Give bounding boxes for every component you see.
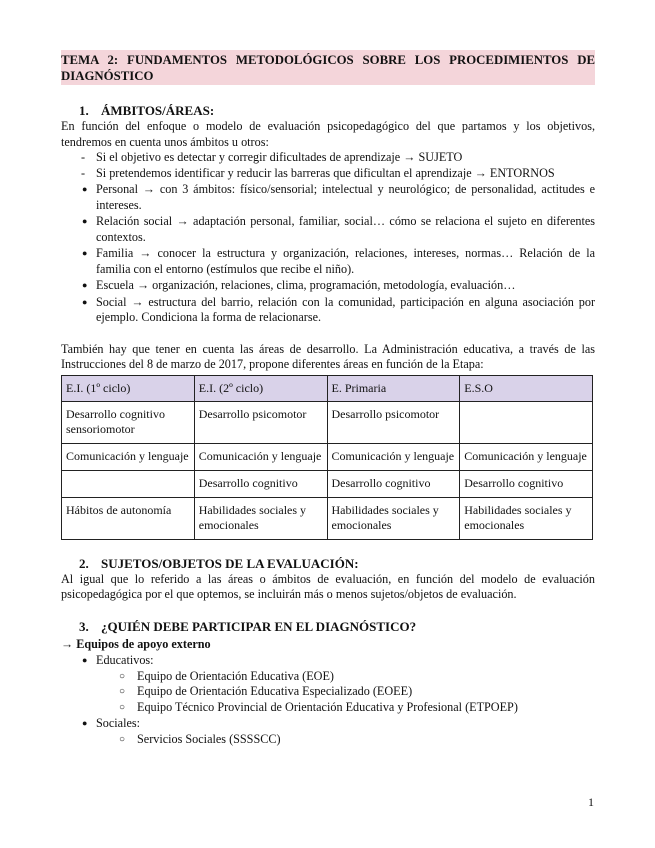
circle-bullet-icon: ○ bbox=[119, 670, 126, 682]
section-2-title: SUJETOS/OBJETOS DE LA EVALUACIÓN: bbox=[101, 555, 359, 571]
areas-intro: También hay que tener en cuenta las áreas de desarrollo. La Administración educativa, a través de las Instrucciones del 8 de marzo de 2017, propone diferentes áreas en función de la Etapa: bbox=[61, 341, 595, 371]
table-cell: Comunicación y lenguaje bbox=[62, 443, 195, 470]
section-3-subheading: → Equipos de apoyo externo bbox=[61, 636, 211, 651]
section-1-intro: En función del enfoque o modelo de evaluación psicopedagógico del que partamos y los objetivos, tendremos en cuenta unos ámbitos u otros: bbox=[61, 119, 595, 149]
table-cell: Comunicación y lenguaje bbox=[327, 443, 460, 470]
sub-list bbox=[61, 732, 595, 748]
bullet-icon: ● bbox=[82, 216, 88, 226]
list-item: ● Familia → conocer la estructura y organización, relaciones, intereses, normas… Relación de la familia con el entorno (estímulos que recibe el niño). bbox=[82, 246, 595, 276]
table-cell: Desarrollo cognitivo bbox=[194, 470, 327, 497]
table-cell bbox=[460, 401, 593, 443]
support-groups-list bbox=[61, 653, 595, 669]
table-header-cell: E.I. (1º ciclo) bbox=[62, 375, 195, 401]
dash-marker: - bbox=[81, 165, 86, 180]
table-header-cell: E.I. (2º ciclo) bbox=[194, 375, 327, 401]
table-cell: Comunicación y lenguaje bbox=[460, 443, 593, 470]
list-item: ○ Equipo de Orientación Educativa Especializado (EOEE) bbox=[119, 684, 413, 698]
section-3-title: ¿QUIÉN DEBE PARTICIPAR EN EL DIAGNÓSTICO? bbox=[101, 618, 417, 634]
list-item: ● Social → estructura del barrio, relación con la comunidad, participación en alguna asociación por ejemplo. Condiciona la forma de relacionarse. bbox=[82, 294, 595, 324]
page-number: 1 bbox=[588, 795, 594, 809]
table-row bbox=[62, 443, 593, 470]
list-item: ● Sociales: bbox=[82, 716, 141, 730]
list-item: ● Relación social → adaptación personal, familiar, social… cómo se relaciona el sujeto en diferentes contextos. bbox=[82, 214, 595, 244]
table-header-row bbox=[62, 375, 593, 401]
table-cell: Desarrollo psicomotor bbox=[327, 401, 460, 443]
document-title: TEMA 2: FUNDAMENTOS METODOLÓGICOS SOBRE LOS PROCEDIMIENTOS DE DIAGNÓSTICO bbox=[61, 50, 595, 85]
table-header-cell: E. Primaria bbox=[327, 375, 460, 401]
circle-bullet-icon: ○ bbox=[119, 733, 126, 745]
section-1-number: 1. bbox=[79, 103, 89, 118]
circle-bullet-icon: ○ bbox=[119, 686, 126, 697]
table-cell: Desarrollo cognitivo bbox=[460, 470, 593, 497]
section-3-heading bbox=[61, 619, 595, 635]
bullet-icon: ● bbox=[82, 718, 88, 728]
bullet-icon: ● bbox=[82, 296, 88, 307]
dash-list bbox=[61, 150, 595, 181]
section-2-heading bbox=[61, 556, 595, 572]
section-3-number: 3. bbox=[79, 618, 89, 634]
list-item: - Si pretendemos identificar y reducir las barreras que dificultan el aprendizaje → ENTORNOS bbox=[81, 165, 555, 180]
bullet-list bbox=[61, 182, 595, 326]
list-item: ○ Servicios Sociales (SSSSCC) bbox=[119, 731, 281, 746]
page-content bbox=[61, 50, 595, 747]
circle-bullet-icon: ○ bbox=[119, 701, 126, 713]
table-header-cell: E.S.O bbox=[460, 375, 593, 401]
section-2-text: Al igual que lo referido a las áreas o ámbitos de evaluación, en función del modelo de evaluación psicopedagógica por el que optemos, se incluirán más o menos sujetos/objetos de evaluación. bbox=[61, 571, 595, 601]
table-row bbox=[62, 470, 593, 497]
sub-list bbox=[61, 669, 595, 716]
bullet-icon: ● bbox=[82, 248, 88, 258]
table-cell: Habilidades sociales y emocionales bbox=[327, 497, 460, 539]
section-1-heading bbox=[61, 103, 595, 119]
table-cell: Comunicación y lenguaje bbox=[194, 443, 327, 470]
section-2-number: 2. bbox=[79, 555, 89, 571]
table-cell: Desarrollo psicomotor bbox=[194, 401, 327, 443]
list-item: ○ Equipo Técnico Provincial de Orientación Educativa y Profesional (ETPOEP) bbox=[119, 699, 518, 714]
bullet-icon: ● bbox=[82, 280, 88, 290]
bullet-icon: ● bbox=[82, 184, 88, 194]
table-cell: Habilidades sociales y emocionales bbox=[194, 497, 327, 539]
table-cell bbox=[62, 470, 195, 497]
list-item: ● Escuela → organización, relaciones, clima, programación, metodología, evaluación… bbox=[82, 278, 516, 292]
table-cell: Habilidades sociales y emocionales bbox=[460, 497, 593, 539]
support-groups-list bbox=[61, 716, 595, 732]
table-row bbox=[62, 497, 593, 539]
table-cell: Desarrollo cognitivo sensoriomotor bbox=[62, 401, 195, 443]
bullet-icon: ● bbox=[82, 655, 88, 665]
list-item: ● Educativos: bbox=[82, 653, 154, 667]
list-item: - Si el objetivo es detectar y corregir dificultades de aprendizaje → SUJETO bbox=[81, 150, 463, 164]
list-item: ● Personal → con 3 ámbitos: físico/sensorial; intelectual y neurológico; de personalidad, actitudes e intereses. bbox=[82, 182, 595, 212]
table-row bbox=[62, 401, 593, 443]
list-item: ○ Equipo de Orientación Educativa (EOE) bbox=[119, 668, 334, 683]
dash-marker: - bbox=[81, 150, 86, 164]
table-cell: Hábitos de autonomía bbox=[62, 497, 195, 539]
section-1-title: ÁMBITOS/ÁREAS: bbox=[101, 103, 215, 118]
areas-table bbox=[61, 375, 593, 540]
table-cell: Desarrollo cognitivo bbox=[327, 470, 460, 497]
